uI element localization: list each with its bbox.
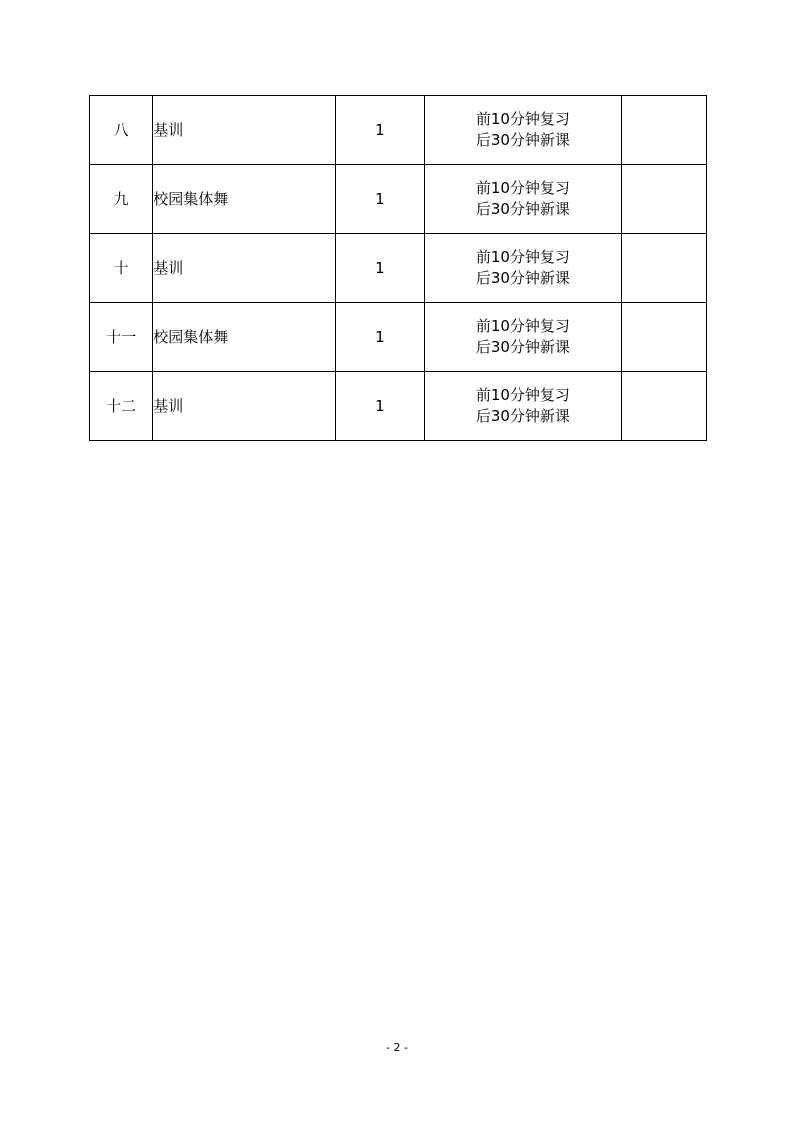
arrangement-line-1: 前10分钟复习 bbox=[475, 317, 570, 335]
arrangement-line-1: 前10分钟复习 bbox=[475, 179, 570, 197]
table-row bbox=[90, 303, 707, 372]
content-cell: 校园集体舞 bbox=[153, 165, 336, 234]
arrangement-cell bbox=[425, 303, 622, 372]
content-cell: 基训 bbox=[153, 96, 336, 165]
arrangement-cell bbox=[425, 96, 622, 165]
week-cell: 十一 bbox=[90, 303, 153, 372]
arrangement-line-2: 后30分钟新课 bbox=[475, 407, 570, 425]
schedule-table bbox=[89, 95, 707, 441]
arrangement-line-1: 前10分钟复习 bbox=[475, 110, 570, 128]
hours-cell: 1 bbox=[335, 165, 424, 234]
note-cell bbox=[621, 165, 706, 234]
table-row bbox=[90, 234, 707, 303]
note-cell bbox=[621, 96, 706, 165]
week-cell: 十 bbox=[90, 234, 153, 303]
hours-cell: 1 bbox=[335, 372, 424, 441]
arrangement-cell bbox=[425, 372, 622, 441]
table-row bbox=[90, 96, 707, 165]
week-cell: 八 bbox=[90, 96, 153, 165]
arrangement-line-2: 后30分钟新课 bbox=[475, 131, 570, 149]
note-cell bbox=[621, 303, 706, 372]
table-row bbox=[90, 165, 707, 234]
arrangement-line-2: 后30分钟新课 bbox=[475, 200, 570, 218]
note-cell bbox=[621, 234, 706, 303]
week-cell: 九 bbox=[90, 165, 153, 234]
arrangement-line-1: 前10分钟复习 bbox=[475, 248, 570, 266]
content-cell: 校园集体舞 bbox=[153, 303, 336, 372]
content-cell: 基训 bbox=[153, 372, 336, 441]
content-cell: 基训 bbox=[153, 234, 336, 303]
arrangement-line-2: 后30分钟新课 bbox=[475, 338, 570, 356]
page-number: - 2 - bbox=[386, 1041, 408, 1054]
note-cell bbox=[621, 372, 706, 441]
arrangement-line-1: 前10分钟复习 bbox=[475, 386, 570, 404]
arrangement-cell bbox=[425, 165, 622, 234]
arrangement-cell bbox=[425, 234, 622, 303]
table-row bbox=[90, 372, 707, 441]
week-cell: 十二 bbox=[90, 372, 153, 441]
hours-cell: 1 bbox=[335, 303, 424, 372]
hours-cell: 1 bbox=[335, 96, 424, 165]
hours-cell: 1 bbox=[335, 234, 424, 303]
arrangement-line-2: 后30分钟新课 bbox=[475, 269, 570, 287]
